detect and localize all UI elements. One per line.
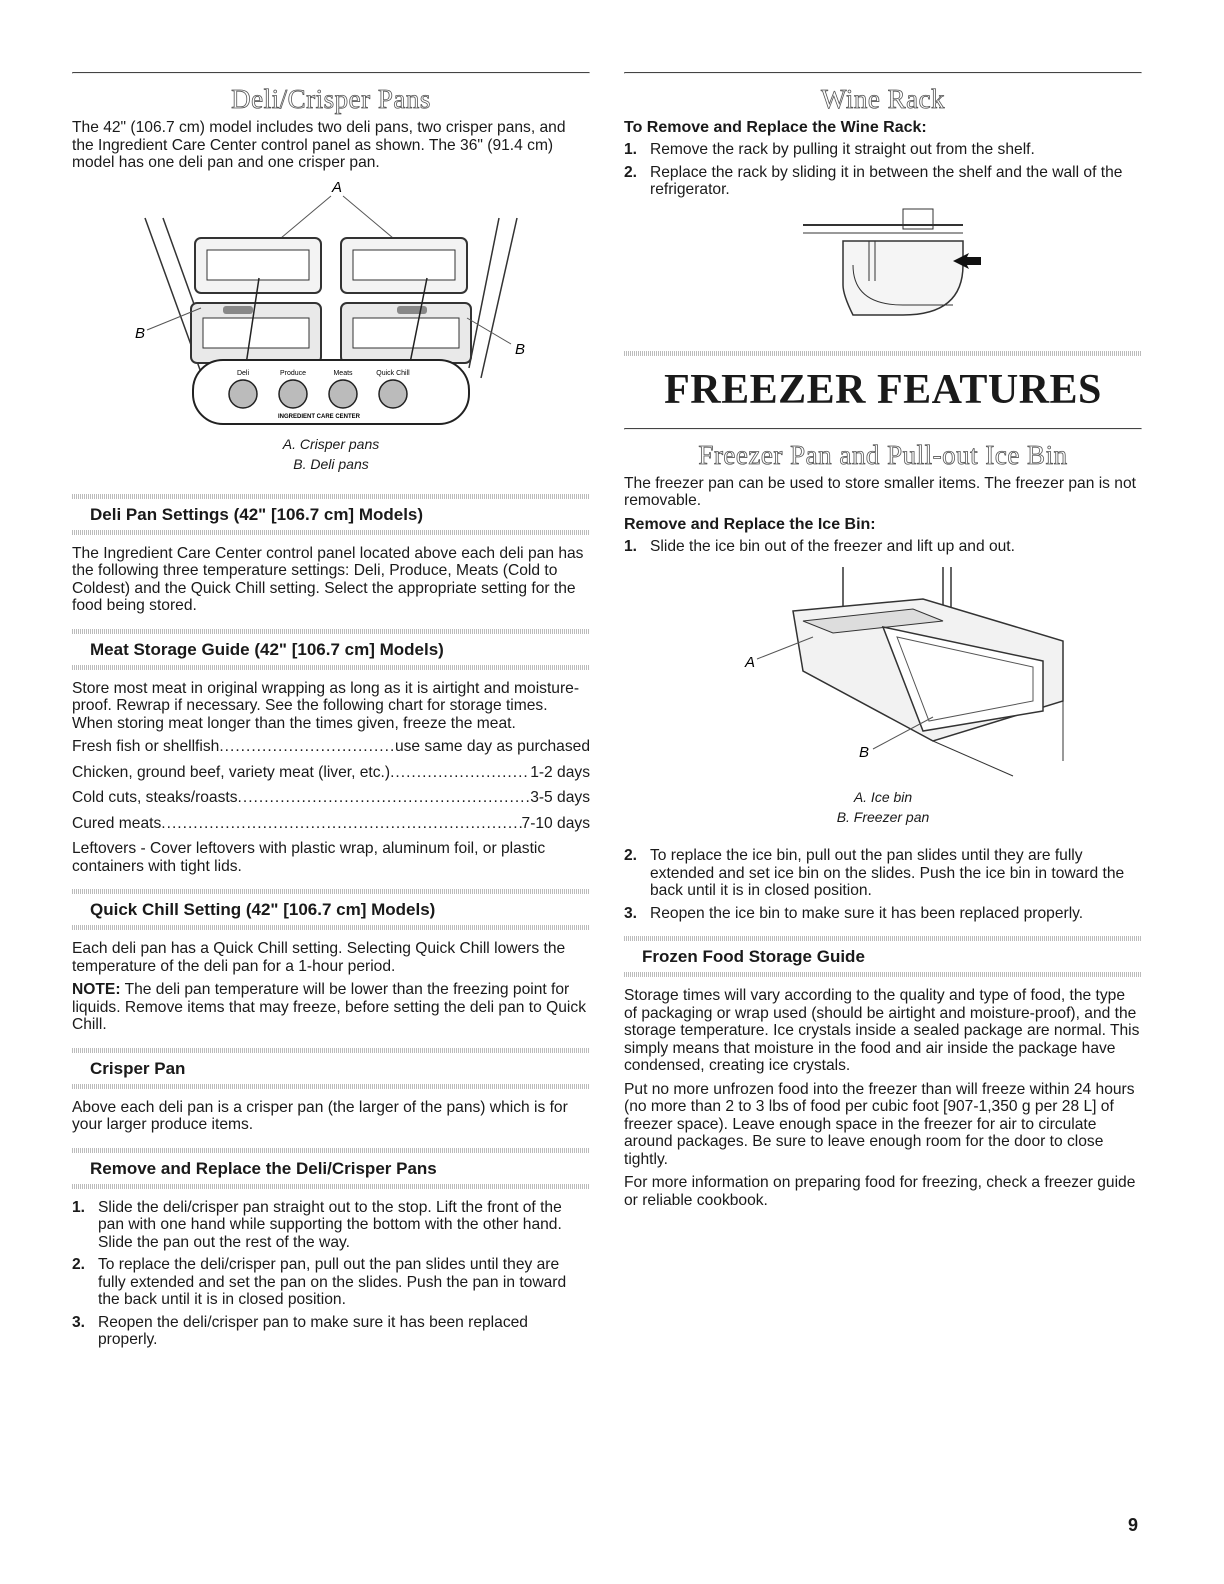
- chart-row: Chicken, ground beef, variety meat (liver, etc.) ..... 1-2 days: [72, 764, 590, 782]
- figure-label-b-left: B: [135, 324, 146, 342]
- list-item: 2. To replace the ice bin, pull out the pan slides until they are fully extended and set ice bin on the slides. Push the ice bin in toward the back until it is in closed position.: [624, 847, 1125, 899]
- figure-label-b-right: B: [515, 340, 526, 358]
- ice-figure-caption: [624, 787, 1142, 827]
- left-column: [72, 72, 590, 1355]
- subhead-meat-guide: [72, 629, 590, 670]
- frozen-guide-heading: Frozen Food Storage Guide: [642, 947, 865, 966]
- quick-chill-note: [72, 981, 590, 1034]
- ice-figure-label-a: A: [745, 654, 756, 671]
- panel-button-quick-chill: [379, 380, 407, 408]
- ice-bin-figure: [624, 561, 1142, 827]
- panel-label-deli: Deli: [236, 369, 250, 377]
- panel-label-meats: Meats: [333, 369, 353, 377]
- quick-chill-heading: Quick Chill Setting (42" [106.7 cm] Models): [90, 900, 436, 919]
- subhead-remove-replace: [72, 1148, 590, 1189]
- figure-label-a: A: [331, 178, 343, 196]
- list-item: 3. Reopen the deli/crisper pan to make sure it has been replaced properly.: [72, 1313, 528, 1348]
- list-item: 1. Slide the deli/crisper pan straight out to the stop. Lift the front of the pan with one hand while supporting the bottom with the other hand. Slide the pan out the rest of the way.: [72, 1198, 562, 1251]
- meat-guide-heading: Meat Storage Guide (42" [106.7 cm] Models): [90, 639, 444, 659]
- deli-settings-heading: Deli Pan Settings (42" [106.7 cm] Models): [90, 504, 424, 524]
- list-item: 3. Reopen the ice bin to make sure it has been replaced properly.: [624, 904, 1084, 922]
- hatch-divider: [624, 351, 1142, 356]
- freezer-features-title: FREEZER FEATURES: [664, 366, 1102, 413]
- subhead-quick-chill: [72, 889, 590, 930]
- page-number: 9: [1128, 1515, 1139, 1535]
- meat-guide-text: Store most meat in original wrapping as long as it is airtight and moisture-proof. Rewrap if necessary. See the following chart for storage times. When storing meat longer than the times given, freeze the meat.: [72, 679, 580, 732]
- ice-figure-label-b: B: [859, 744, 870, 761]
- chart-row: Fresh fish or shellfish ..... use same day as purchased: [72, 738, 590, 756]
- ice-bin-heading: Remove and Replace the Ice Bin:: [624, 515, 876, 533]
- crisper-heading: Crisper Pan: [90, 1058, 186, 1078]
- wine-rack-figure: [624, 205, 1142, 323]
- wine-rack-heading: To Remove and Replace the Wine Rack:: [624, 119, 927, 136]
- chart-row: Cured meats ..... 7-10 days: [72, 815, 590, 833]
- top-rule: [624, 72, 1142, 74]
- wine-rack-steps: [624, 141, 1142, 199]
- remove-replace-heading: Remove and Replace the Deli/Crisper Pans: [90, 1158, 437, 1178]
- subhead-frozen-guide: [624, 936, 1142, 977]
- frozen-guide-p2: Put no more unfrozen food into the freezer than will freeze within 24 hours (no more than 2 to 3 lbs of food per cubic foot [907-1,350 g per 28 L] of freezer space). Leave enough space in the freezer for air to circulate around packages. Be sure to leave enough room for the door to close tightly.: [624, 1080, 1135, 1168]
- panel-button-produce: [279, 380, 307, 408]
- caption-b: B. Freezer pan: [836, 809, 930, 825]
- caption-a: A. Ice bin: [853, 789, 913, 805]
- remove-replace-steps: [72, 1199, 590, 1349]
- ice-bin-steps-2: [624, 847, 1142, 922]
- caption-a: A. Crisper pans: [282, 435, 380, 452]
- list-item: 2. To replace the deli/crisper pan, pull out the pan slides until they are fully extended and set the pan on the slides. Push the pan in toward the back until it is in closed position.: [72, 1256, 567, 1308]
- list-item: 1. Remove the rack by pulling it straight out from the shelf.: [624, 141, 1035, 158]
- crisper-text: Above each deli pan is a crisper pan (the larger of the pans) which is for your larger produce items.: [72, 1098, 568, 1133]
- note-label: NOTE:: [72, 981, 121, 998]
- section-title-deli-crisper: Deli/Crisper Pans: [231, 84, 431, 114]
- subhead-crisper: [72, 1048, 590, 1089]
- panel-button-deli: [229, 380, 257, 408]
- panel-name: INGREDIENT CARE CENTER: [277, 413, 361, 420]
- figure-caption: [72, 434, 590, 474]
- list-item: 1. Slide the ice bin out of the freezer and lift up and out.: [624, 537, 1015, 555]
- panel-button-meats: [329, 380, 357, 408]
- panel-label-quick-chill: Quick Chill: [376, 369, 410, 377]
- section-title-wine-rack: Wine Rack: [820, 84, 946, 114]
- frozen-guide-p1: Storage times will vary according to the quality and type of food, the type of packaging or wrap used (should be airtight and moisture-proof), and the storage temperature. Ice crystals inside a sealed package are normal. This simply means that moisture in the food and air inside the package have condensed, creating ice crystals.: [624, 987, 1140, 1074]
- ice-bin-step-1: [624, 538, 1142, 556]
- leftovers-text: Leftovers - Cover leftovers with plastic wrap, aluminum foil, or plastic containers with tight lids.: [72, 840, 546, 875]
- list-item: 2. Replace the rack by sliding it in between the shelf and the wall of the refrigerator.: [624, 163, 1123, 198]
- frozen-guide-p3: For more information on preparing food for freezing, check a freezer guide or reliable cookbook.: [624, 1174, 1136, 1209]
- subhead-deli-settings: [72, 494, 590, 535]
- deli-crisper-figure: [72, 178, 590, 474]
- meat-storage-chart: [72, 738, 590, 832]
- deli-settings-text: The Ingredient Care Center control panel located above each deli pan has the following three temperature settings: Deli, Produce, Meats (Cold to Coldest) and the Quick Chill setting. Select the appropriate setting for the food being stored.: [72, 544, 584, 614]
- top-rule: [72, 72, 590, 74]
- right-column: [624, 72, 1142, 1215]
- section-title-freezer-pan: Freezer Pan and Pull-out Ice Bin: [698, 439, 1068, 470]
- section-rule: [624, 428, 1142, 430]
- deli-crisper-intro: The 42" (106.7 cm) model includes two deli pans, two crisper pans, and the Ingredient Care Center control panel as shown. The 36" (91.4 cm) model has one deli pan and one crisper pan.: [72, 119, 566, 171]
- note-text: The deli pan temperature will be lower than the freezing point for liquids. Remove items that may freeze, before setting the deli pan to Quick Chill.: [72, 981, 586, 1033]
- freezer-pan-text: The freezer pan can be used to store smaller items. The freezer pan is not removable.: [624, 474, 1136, 509]
- chart-row: Cold cuts, steaks/roasts ..... 3-5 days: [72, 789, 590, 807]
- panel-label-produce: Produce: [279, 369, 307, 377]
- caption-b: B. Deli pans: [293, 455, 369, 472]
- quick-chill-text: Each deli pan has a Quick Chill setting. Selecting Quick Chill lowers the temperature of the deli pan for a 1-hour period.: [72, 940, 566, 975]
